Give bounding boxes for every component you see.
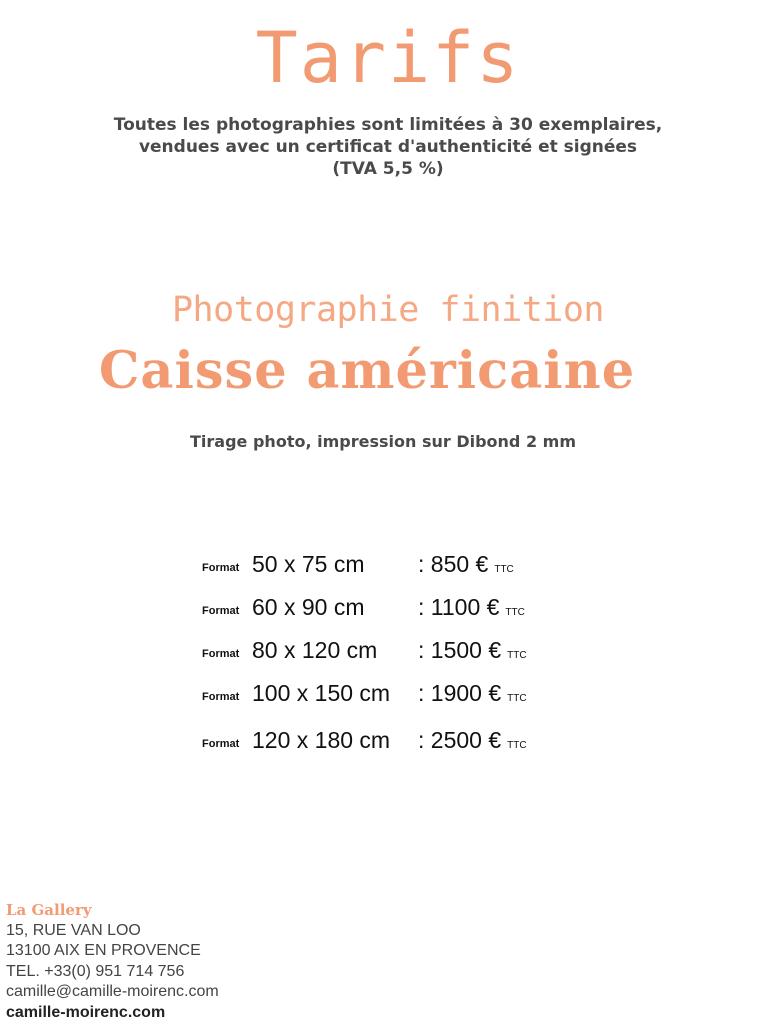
format-price <box>418 680 527 707</box>
intro-line-2: vendues avec un certificat d'authenticité et signées <box>138 137 638 157</box>
gallery-name: La Gallery <box>6 901 92 919</box>
intro-text <box>0 114 776 180</box>
price-row <box>202 673 622 707</box>
section-subtitle: Photographie finition <box>171 290 604 330</box>
format-label: Format <box>202 691 240 703</box>
price-row <box>202 630 622 664</box>
format-price <box>418 637 527 664</box>
format-price <box>418 551 514 578</box>
format-label: Format <box>202 562 240 574</box>
address-line-1: 15, RUE VAN LOO <box>6 921 141 939</box>
intro-line-1: Toutes les photographies sont limitées à 30 exemplaires, <box>113 115 663 135</box>
tax-label: TTC <box>507 650 527 661</box>
website-link[interactable]: camille-moirenc.com <box>6 1003 166 1021</box>
format-size: 120 x 180 cm <box>252 727 391 753</box>
address-line-2: 13100 AIX EN PROVENCE <box>6 942 201 959</box>
format-price <box>418 727 527 754</box>
price-value: : 850 € <box>418 551 489 577</box>
format-size: 100 x 150 cm <box>252 680 391 706</box>
page-title: Tarifs <box>255 17 521 99</box>
contact-block <box>6 900 219 1023</box>
tax-label: TTC <box>494 564 514 575</box>
format-label: Format <box>202 738 240 750</box>
format-label: Format <box>202 605 240 617</box>
price-value: : 1500 € <box>418 637 502 663</box>
price-row <box>202 544 622 578</box>
price-value: : 1100 € <box>418 594 500 620</box>
price-value: : 1900 € <box>418 680 502 706</box>
format-size: 80 x 120 cm <box>252 637 378 663</box>
phone-number: TEL. +33(0) 951 714 756 <box>6 962 185 980</box>
format-size: 50 x 75 cm <box>252 551 365 577</box>
price-row <box>202 587 622 621</box>
tax-label: TTC <box>507 693 527 704</box>
email-link[interactable]: camille@camille-moirenc.com <box>6 983 219 1000</box>
tax-label: TTC <box>505 607 525 618</box>
intro-line-3: (TVA 5,5 %) <box>332 159 444 179</box>
price-row <box>202 720 622 754</box>
section-heading: Caisse américaine <box>98 341 636 401</box>
format-size: 60 x 90 cm <box>252 594 365 620</box>
price-value: : 2500 € <box>418 727 502 753</box>
format-price <box>418 594 525 621</box>
tax-label: TTC <box>507 740 527 751</box>
section-description: Tirage photo, impression sur Dibond 2 mm <box>190 432 576 451</box>
format-label: Format <box>202 648 240 660</box>
